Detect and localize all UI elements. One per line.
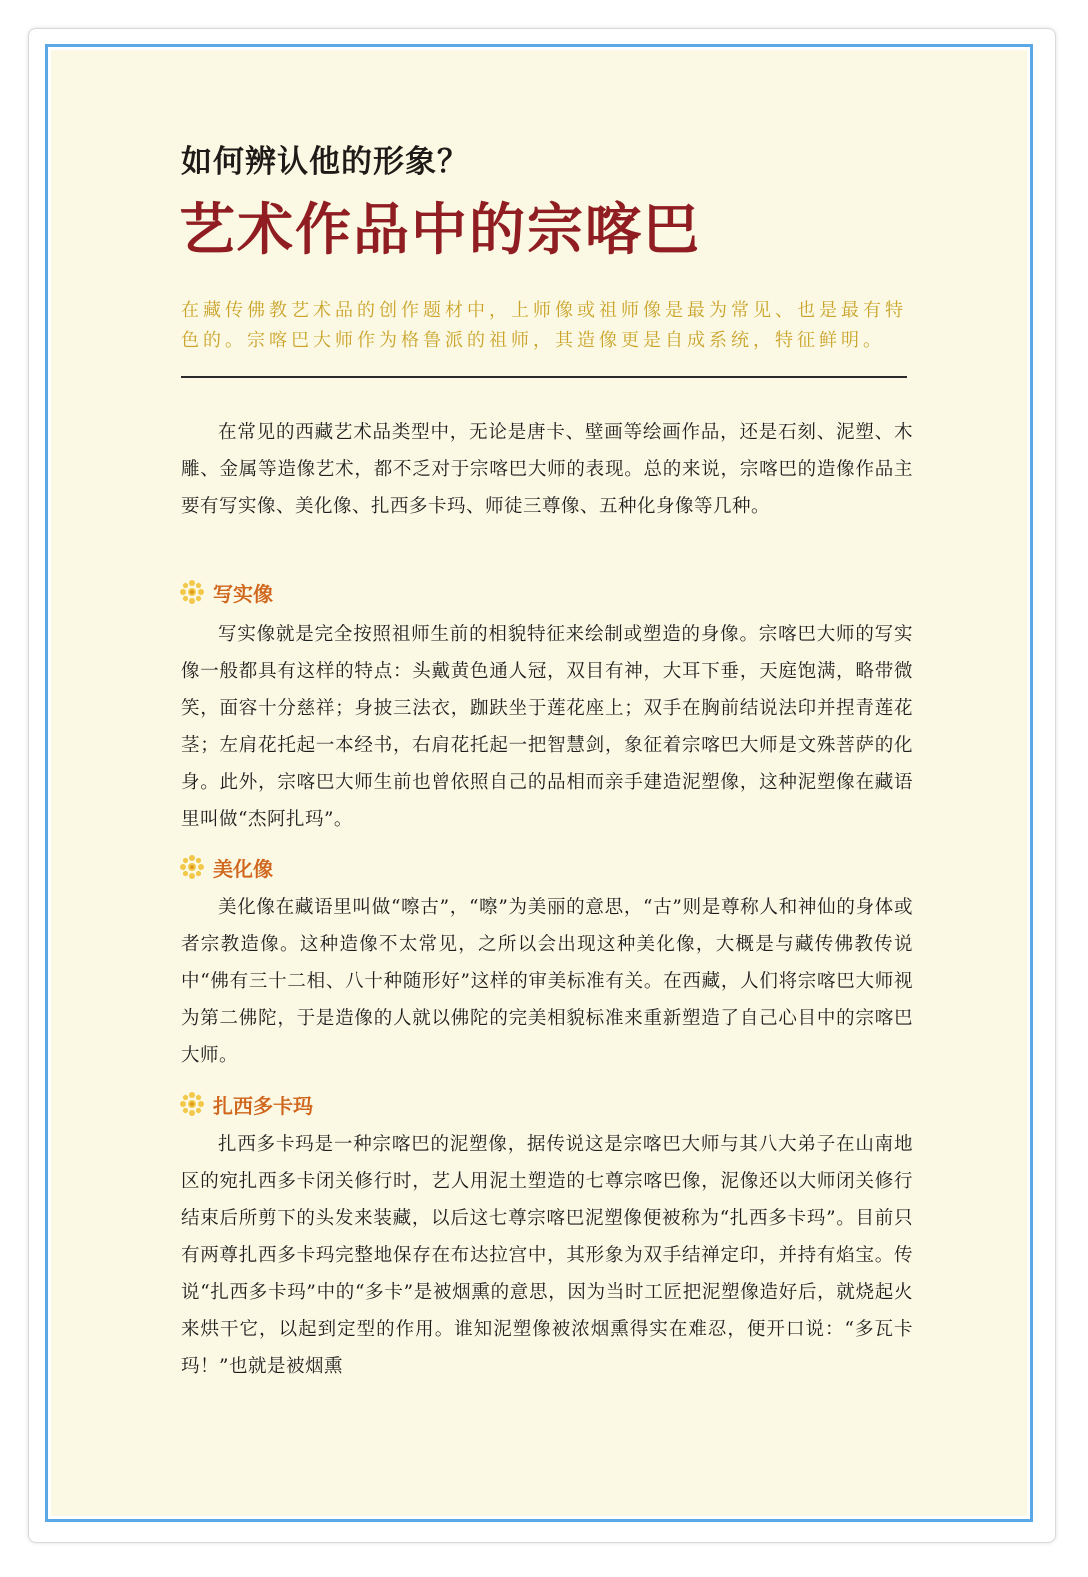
section-label: 写实像 <box>213 581 273 606</box>
flower-icon <box>179 854 205 880</box>
intro-paragraph: 在常见的西藏艺术品类型中，无论是唐卡、壁画等绘画作品，还是石刻、泥塑、木雕、金属等造像艺术，都不乏对于宗喀巴大师的表现。总的来说，宗喀巴的造像作品主要有写实像、美化像、扎西多卡玛、师徒三尊像、五种化身像等几种。 <box>181 422 913 517</box>
document-page <box>51 50 1027 1516</box>
page-title: 艺术作品中的宗喀巴 <box>179 197 701 263</box>
flower-icon <box>179 1091 205 1117</box>
flower-icon <box>179 579 205 605</box>
section-body-1: 写实像就是完全按照祖师生前的相貌特征来绘制或塑造的身像。宗喀巴大师的写实像一般都具有这样的特点：头戴黄色通人冠，双目有神，大耳下垂，天庭饱满，略带微笑，面容十分慈祥；身披三法衣，跏趺坐于莲花座上；双手在胸前结说法印并捏青莲花茎；左肩花托起一本经书，右肩花托起一把智慧剑，象征着宗喀巴大师是文殊菩萨的化身。此外，宗喀巴大师生前也曾依照自己的品相而亲手建造泥塑像，这种泥塑像在藏语里叫做“杰阿扎玛”。 <box>181 624 913 830</box>
page-kicker: 如何辨认他的形象？ <box>181 144 469 180</box>
section-heading-1 <box>179 578 273 606</box>
section-body-3: 扎西多卡玛是一种宗喀巴的泥塑像，据传说这是宗喀巴大师与其八大弟子在山南地区的宛扎西多卡闭关修行时，艺人用泥土塑造的七尊宗喀巴像，泥像还以大师闭关修行结束后所剪下的头发来装藏，以后这七尊宗喀巴泥塑像便被称为“扎西多卡玛”。目前只有两尊扎西多卡玛完整地保存在布达拉宫中，其形象为双手结禅定印，并持有焰宝。传说“扎西多卡玛”中的“多卡”是被烟熏的意思，因为当时工匠把泥塑像造好后，就烧起火来烘干它，以起到定型的作用。谁知泥塑像被浓烟熏得实在难忍，便开口说：“多瓦卡玛！”也就是被烟熏 <box>181 1134 913 1377</box>
section-heading-2 <box>179 853 273 881</box>
section-label: 美化像 <box>213 856 273 881</box>
section-label: 扎西多卡玛 <box>213 1093 313 1118</box>
section-body-2: 美化像在藏语里叫做“嚓古”，“嚓”为美丽的意思，“古”则是尊称人和神仙的身体或者宗教造像。这种造像不太常见，之所以会出现这种美化像，大概是与藏传佛教传说中“佛有三十二相、八十种随形好”这样的审美标准有关。在西藏，人们将宗喀巴大师视为第二佛陀，于是造像的人就以佛陀的完美相貌标准来重新塑造了自己心目中的宗喀巴大师。 <box>181 897 913 1066</box>
divider-rule <box>181 376 907 378</box>
section-heading-3 <box>179 1090 313 1118</box>
lede-paragraph: 在藏传佛教艺术品的创作题材中，上师像或祖师像是最为常见、也是最有特色的。宗喀巴大师作为格鲁派的祖师，其造像更是自成系统，特征鲜明。 <box>181 300 907 351</box>
